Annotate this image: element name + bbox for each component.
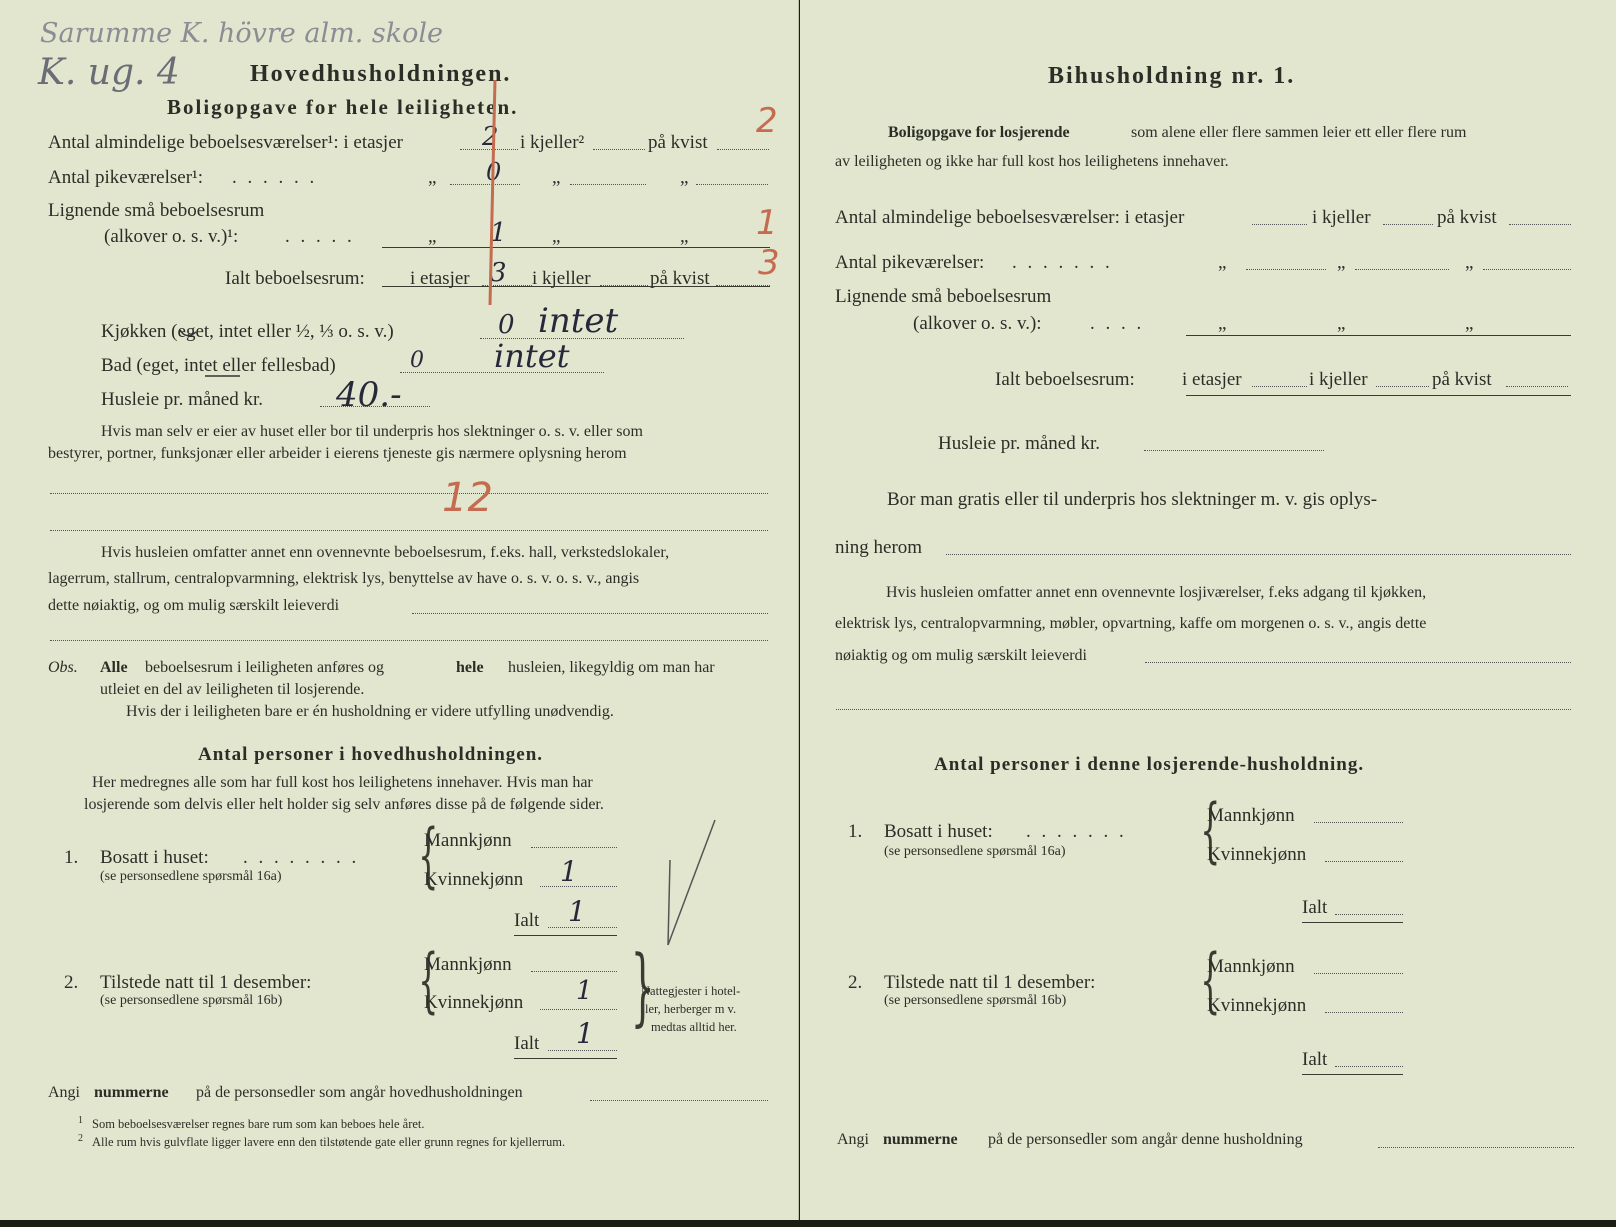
left-page-hovedhusholdning bbox=[0, 0, 799, 1220]
q2-label: Tilstede natt til 1 desember: bbox=[100, 972, 312, 993]
obs-alle: Alle bbox=[100, 659, 128, 676]
obs-text-1a: beboelsesrum i leiligheten anføres og bbox=[145, 659, 385, 676]
r-pike-kvist-line bbox=[1483, 269, 1571, 270]
right-page-bihusholdning bbox=[800, 0, 1616, 1220]
r-omfatter-line-2: elektrisk lys, centralopvarmning, møbler, opvartning, kaffe om morgenen o. s. v., angis dette bbox=[835, 615, 1427, 632]
ialt-etasjer-label: i etasjer bbox=[410, 268, 470, 289]
small-ditto-3: „ bbox=[680, 226, 689, 247]
r-persons-title: Antal personer i denne losjerende-husholdning. bbox=[934, 754, 1365, 775]
rooms-etasjer-value[interactable]: 2 bbox=[482, 122, 499, 152]
r-small-sum-rule bbox=[1186, 335, 1571, 336]
pike-label: Antal pikeværelser¹: bbox=[48, 167, 204, 188]
q1-kvinne-value[interactable]: 1 bbox=[560, 855, 578, 888]
r-pike-ditto-2: „ bbox=[1337, 252, 1346, 273]
kjokken-value-a[interactable]: 0 bbox=[498, 310, 515, 340]
angi-line bbox=[590, 1100, 768, 1101]
r-small-ditto-2: „ bbox=[1337, 313, 1346, 334]
rooms-kvist-label: på kvist bbox=[648, 132, 708, 153]
omfatter-line-1: Hvis husleien omfatter annet enn ovennevnte beboelsesrum, f.eks. hall, verkstedslokaler, bbox=[101, 544, 670, 561]
r-husleie-label: Husleie pr. måned kr. bbox=[938, 433, 1100, 454]
kjokken-label: Kjøkken (eget, intet eller ½, ⅓ o. s. v.) bbox=[101, 321, 394, 342]
angi-label-bold: nummerne bbox=[94, 1084, 169, 1101]
footnote-2: Alle rum hvis gulvflate ligger lavere enn den tilstøtende gate eller grunn regnes for kjellerrum. bbox=[92, 1135, 566, 1149]
handwritten-school-note: Sarumme K. hövre alm. skole bbox=[40, 18, 443, 49]
pike-dots: . . . . . . bbox=[232, 167, 318, 188]
kjokken-value-b[interactable]: intet bbox=[538, 301, 619, 341]
ialt-rooms-label: Ialt beboelsesrum: bbox=[225, 268, 365, 289]
ialt-kjeller-label: i kjeller bbox=[532, 268, 591, 289]
r-q2-sub: (se personsedlene spørsmål 16b) bbox=[884, 993, 1067, 1008]
q1-brace: { bbox=[418, 814, 439, 896]
q2-ialt-line bbox=[548, 1050, 617, 1051]
r-ialt-kjeller-label: i kjeller bbox=[1309, 369, 1368, 390]
r-pike-ditto-1: „ bbox=[1218, 252, 1227, 273]
r-rooms-kvist-line bbox=[1509, 224, 1571, 225]
r-omfatter-line-1: Hvis husleien omfatter annet enn ovennevnte losjiværelser, f.eks adgang til kjøkken, bbox=[886, 584, 1427, 601]
eier-note-line-1: Hvis man selv er eier av huset eller bor til underpris hos slektninger o. s. v. eller som bbox=[101, 423, 643, 440]
r-angi-line bbox=[1378, 1147, 1574, 1148]
r-rooms-label: Antal almindelige beboelsesværelser: i etasjer bbox=[835, 207, 1185, 228]
r-ialt-etasjer-label: i etasjer bbox=[1182, 369, 1242, 390]
r-q2-kvinne-label: Kvinnekjønn bbox=[1207, 995, 1307, 1016]
husleie-label: Husleie pr. måned kr. bbox=[101, 389, 263, 410]
footnote-1-mark: 1 bbox=[78, 1115, 83, 1126]
q1-mann-line bbox=[531, 847, 617, 848]
r-omfatter-answer-line-2 bbox=[836, 709, 1571, 710]
q1-kvinne-line bbox=[540, 886, 617, 887]
q2-mann-label: Mannkjønn bbox=[424, 954, 512, 975]
q2-ialt-rule bbox=[514, 1058, 617, 1059]
pike-kvist-line bbox=[696, 184, 768, 185]
r-husleie-line bbox=[1144, 450, 1324, 451]
small-ditto-2: „ bbox=[552, 226, 561, 247]
natt-note-3: medtas alltid her. bbox=[651, 1020, 737, 1034]
r-q2-kvinne-line bbox=[1325, 1012, 1403, 1013]
r-q1-dots: . . . . . . . bbox=[1026, 821, 1127, 842]
intro-bold: Boligopgave for losjerende bbox=[888, 124, 1070, 141]
small-rooms-sum-rule bbox=[382, 247, 770, 248]
r-q2-brace: { bbox=[1200, 939, 1221, 1021]
r-q2-mann-line bbox=[1314, 973, 1403, 974]
r-q2-ialt-rule bbox=[1302, 1074, 1403, 1075]
r-q1-number: 1. bbox=[848, 821, 863, 842]
q1-number: 1. bbox=[64, 847, 79, 868]
r-pike-ditto-3: „ bbox=[1465, 252, 1474, 273]
r-pike-label: Antal pikeværelser: bbox=[835, 252, 985, 273]
footnote-2-mark: 2 bbox=[78, 1133, 83, 1144]
page-title-hovedhusholdningen: Hovedhusholdningen. bbox=[250, 61, 512, 87]
rooms-kjeller-line bbox=[593, 149, 645, 150]
pike-ditto-3: „ bbox=[680, 167, 689, 188]
r-gratis-line-2: ning herom bbox=[835, 537, 923, 558]
small-rooms-dots: . . . . . bbox=[285, 226, 355, 247]
r-q1-label: Bosatt i huset: bbox=[884, 821, 993, 842]
rooms-kjeller-label: i kjeller² bbox=[520, 132, 585, 153]
q1-sub: (se personsedlene spørsmål 16a) bbox=[100, 869, 282, 884]
r-pike-dots: . . . . . . . bbox=[1012, 252, 1113, 273]
q1-ialt-label: Ialt bbox=[514, 910, 540, 931]
angi-label-2: på de personsedler som angår hovedhusholdningen bbox=[196, 1084, 523, 1101]
pike-ditto-1: „ bbox=[428, 167, 437, 188]
eier-answer-line-1 bbox=[50, 493, 768, 494]
r-angi-label-2: på de personsedler som angår denne husholdning bbox=[988, 1131, 1303, 1148]
subtitle-boligopgave: Boligopgave for hele leiligheten. bbox=[167, 95, 519, 119]
pike-value[interactable]: 0 bbox=[486, 158, 502, 186]
r-q2-mann-label: Mannkjønn bbox=[1207, 956, 1295, 977]
q2-kvinne-value[interactable]: 1 bbox=[576, 976, 593, 1006]
small-rooms-label-2: (alkover o. s. v.)¹: bbox=[104, 226, 239, 247]
r-q2-ialt-line bbox=[1335, 1066, 1403, 1067]
obs-text-3: Hvis der i leiligheten bare er én husholdning er videre utfylling unødvendig. bbox=[126, 703, 614, 720]
bad-label: Bad (eget, intet eller fellesbad) bbox=[101, 355, 336, 376]
bad-value-a[interactable]: 0 bbox=[410, 348, 424, 373]
pike-ditto-2: „ bbox=[552, 167, 561, 188]
q1-mann-label: Mannkjønn bbox=[424, 830, 512, 851]
q1-ialt-rule bbox=[514, 935, 617, 936]
r-gratis-line-1: Bor man gratis eller til underpris hos slektninger m. v. gis oplys- bbox=[887, 489, 1378, 510]
r-q1-sub: (se personsedlene spørsmål 16a) bbox=[884, 844, 1066, 859]
persons-note-1: Her medregnes alle som har full kost hos leilighetens innehaver. Hvis man har bbox=[92, 774, 593, 791]
q1-label: Bosatt i huset: bbox=[100, 847, 209, 868]
r-q2-ialt-label: Ialt bbox=[1302, 1049, 1328, 1070]
handwritten-code: K. ug. 4 bbox=[38, 52, 180, 93]
rooms-label: Antal almindelige beboelsesværelser¹: i etasjer bbox=[48, 132, 403, 153]
omfatter-answer-line-2 bbox=[50, 640, 768, 641]
r-q1-ialt-rule bbox=[1302, 922, 1403, 923]
small-rooms-value[interactable]: 1 bbox=[490, 218, 507, 248]
r-small-label-2: (alkover o. s. v.): bbox=[913, 313, 1042, 334]
r-q1-kvinne-line bbox=[1325, 861, 1403, 862]
r-small-ditto-3: „ bbox=[1465, 313, 1474, 334]
intro-line-2: av leiligheten og ikke har full kost hos leilighetens innehaver. bbox=[835, 153, 1229, 170]
r-omfatter-answer-line-1 bbox=[1145, 662, 1571, 663]
intro-line-1: som alene eller flere sammen leier ett eller flere rum bbox=[1131, 124, 1467, 141]
q2-ialt-label: Ialt bbox=[514, 1033, 540, 1054]
q2-kvinne-label: Kvinnekjønn bbox=[424, 992, 524, 1013]
q2-ialt-value[interactable]: 1 bbox=[576, 1017, 594, 1050]
r-angi-label-bold: nummerne bbox=[883, 1131, 958, 1148]
r-q1-ialt-line bbox=[1335, 914, 1403, 915]
persons-title: Antal personer i hovedhusholdningen. bbox=[198, 744, 544, 765]
red-mark-1: 1 bbox=[756, 203, 778, 243]
ialt-kvist-label: på kvist bbox=[650, 268, 710, 289]
obs-hele: hele bbox=[456, 659, 484, 676]
q1-ialt-value[interactable]: 1 bbox=[568, 895, 586, 928]
r-q1-mann-label: Mannkjønn bbox=[1207, 805, 1295, 826]
r-small-label-1: Lignende små beboelsesrum bbox=[835, 286, 1052, 307]
q2-number: 2. bbox=[64, 972, 79, 993]
pike-etasjer-line bbox=[450, 184, 520, 185]
pike-kjeller-line bbox=[570, 184, 646, 185]
rooms-kvist-line bbox=[717, 149, 769, 150]
husleie-value[interactable]: 40.- bbox=[336, 375, 402, 415]
r-pike-etasjer-line bbox=[1246, 269, 1326, 270]
q2-mann-line bbox=[531, 971, 617, 972]
ialt-etasjer-value[interactable]: 3 bbox=[490, 258, 507, 288]
r-q2-number: 2. bbox=[848, 972, 863, 993]
r-q1-mann-line bbox=[1314, 822, 1403, 823]
omfatter-answer-line-1 bbox=[412, 613, 768, 614]
q1-dots: . . . . . . . . bbox=[243, 847, 360, 868]
r-omfatter-line-3: nøiaktig og om mulig særskilt leieverdi bbox=[835, 647, 1087, 664]
q2-sub: (se personsedlene spørsmål 16b) bbox=[100, 993, 283, 1008]
red-mark-12: 12 bbox=[442, 475, 493, 521]
r-q2-label: Tilstede natt til 1 desember: bbox=[884, 972, 1096, 993]
small-ditto-1: „ bbox=[428, 226, 437, 247]
r-rooms-kjeller-line bbox=[1383, 224, 1433, 225]
eier-note-line-2: bestyrer, portner, funksjonær eller arbeider i eierens tjeneste gis nærmere oplysning herom bbox=[48, 445, 627, 462]
natt-note-2: ler, herberger m v. bbox=[645, 1002, 737, 1016]
r-q1-ialt-label: Ialt bbox=[1302, 897, 1328, 918]
obs-text-1b: husleien, likegyldig om man har bbox=[508, 659, 715, 676]
angi-label-1: Angi bbox=[48, 1084, 80, 1101]
r-gratis-answer-line bbox=[946, 554, 1571, 555]
omfatter-line-3: dette nøiaktig, og om mulig særskilt leieverdi bbox=[48, 597, 340, 614]
r-small-dots: . . . . bbox=[1090, 313, 1145, 334]
r-ialt-rooms-label: Ialt beboelsesrum: bbox=[995, 369, 1135, 390]
small-rooms-label-1: Lignende små beboelsesrum bbox=[48, 200, 265, 221]
q2-closing-brace: } bbox=[630, 937, 655, 1035]
r-q1-brace: { bbox=[1200, 789, 1221, 871]
obs-label: Obs. bbox=[48, 659, 78, 676]
r-small-ditto-1: „ bbox=[1218, 313, 1227, 334]
red-mark-2: 2 bbox=[756, 101, 778, 141]
r-rooms-etasjer-line bbox=[1252, 224, 1307, 225]
r-pike-kjeller-line bbox=[1355, 269, 1449, 270]
q1-kvinne-label: Kvinnekjønn bbox=[424, 869, 524, 890]
r-ialt-kvist-line bbox=[1506, 386, 1568, 387]
r-ialt-etasjer-line bbox=[1252, 386, 1307, 387]
omfatter-line-2: lagerrum, stallrum, centralopvarmning, elektrisk lys, benyttelse av have o. s. v. o. s. v., angis bbox=[48, 570, 640, 587]
r-rooms-kvist-label: på kvist bbox=[1437, 207, 1497, 228]
eier-answer-line-2 bbox=[50, 530, 768, 531]
page-title-bihusholdning: Bihusholdning nr. 1. bbox=[1048, 63, 1296, 89]
ialt-underline bbox=[382, 286, 770, 287]
r-angi-label-1: Angi bbox=[837, 1131, 869, 1148]
bad-value-b[interactable]: intet bbox=[494, 337, 570, 375]
footnote-1: Som beboelsesværelser regnes bare rum som kan beboes hele året. bbox=[92, 1117, 425, 1131]
r-ialt-kvist-label: på kvist bbox=[1432, 369, 1492, 390]
q2-brace: { bbox=[418, 939, 439, 1021]
q2-kvinne-line bbox=[540, 1009, 617, 1010]
r-q1-kvinne-label: Kvinnekjønn bbox=[1207, 844, 1307, 865]
persons-note-2: losjerende som delvis eller helt holder sig selv anføres disse på de følgende sider. bbox=[84, 796, 604, 813]
obs-text-2: utleiet en del av leiligheten til losjerende. bbox=[100, 681, 365, 698]
red-mark-3: 3 bbox=[758, 243, 780, 283]
r-ialt-underline bbox=[1186, 395, 1571, 396]
r-rooms-kjeller-label: i kjeller bbox=[1312, 207, 1371, 228]
r-ialt-kjeller-line bbox=[1376, 386, 1429, 387]
natt-note-1: Nattegjester i hotel- bbox=[641, 984, 741, 998]
